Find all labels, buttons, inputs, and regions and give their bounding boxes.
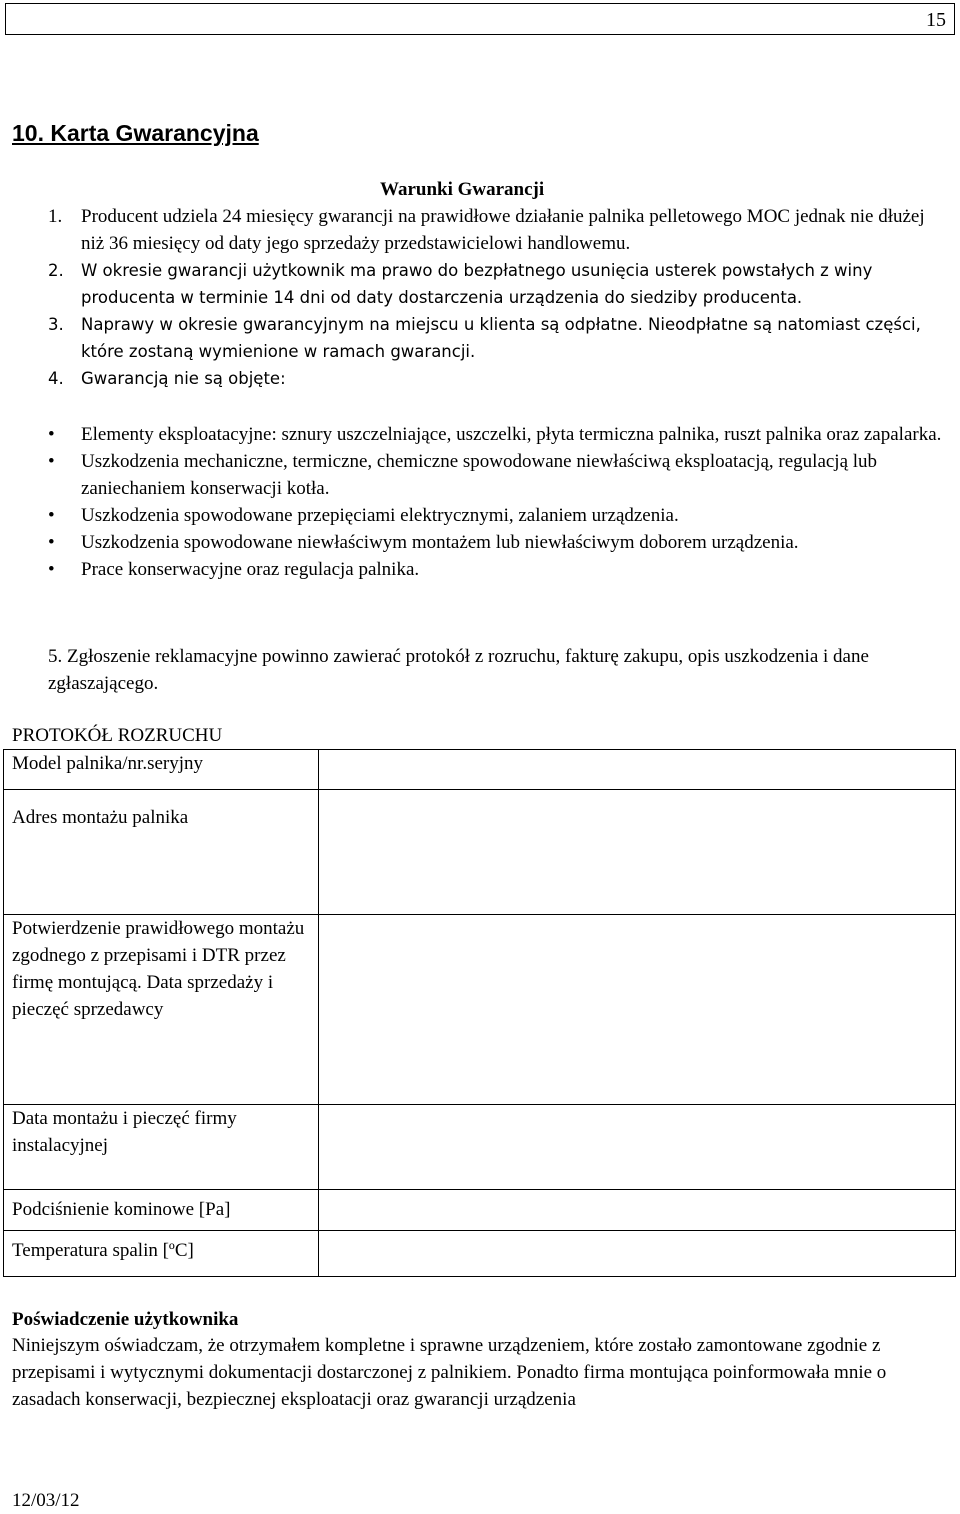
exclusion-item [0, 448, 960, 502]
protocol-value-cell[interactable] [319, 1231, 956, 1277]
protocol-label: Podciśnienie kominowe [Pa] [4, 1190, 319, 1231]
condition-text: Producent udziela 24 miesięcy gwarancji na prawidłowe działanie palnika pelletowego MOC jednak nie dłużej niż 36 miesięcy od daty jego sprzedaży przedstawicielowi handlowemu. [81, 206, 925, 254]
condition-item-2 [0, 257, 960, 311]
condition-item-4 [0, 365, 960, 392]
exclusion-item [0, 556, 960, 583]
protocol-label: Potwierdzenie prawidłowego montażu zgodnego z przepisami i DTR przez firmę montującą. Data sprzedaży i pieczęć sprzedawcy [4, 915, 319, 1105]
protocol-row [4, 1190, 956, 1231]
condition-item-1 [0, 203, 960, 257]
conditions-list [0, 203, 960, 392]
exclusion-item [0, 529, 960, 556]
condition-text: W okresie gwarancji użytkownik ma prawo do bezpłatnego usunięcia usterek powstałych z winy producenta w terminie 14 dni od daty dostarczenia urządzenia do siedziby producenta. [81, 261, 873, 307]
protocol-label: Data montażu i pieczęć firmy instalacyjnej [4, 1105, 319, 1190]
protocol-value-cell[interactable] [319, 1190, 956, 1231]
protocol-label: Adres montażu palnika [4, 790, 319, 915]
condition-item-5: 5. Zgłoszenie reklamacyjne powinno zawierać protokół z rozruchu, fakturę zakupu, opis uszkodzenia i dane zgłaszającego. [48, 646, 869, 694]
exclusion-item [0, 502, 960, 529]
protocol-value-cell[interactable] [319, 790, 956, 915]
startup-protocol-table [3, 749, 956, 1277]
exclusion-text: Prace konserwacyjne oraz regulacja palnika. [81, 559, 420, 580]
protocol-row [4, 1231, 956, 1277]
bullet-icon: • [48, 559, 55, 580]
condition-number: 4. [48, 369, 64, 388]
protocol-label: Model palnika/nr.seryjny [4, 750, 319, 790]
bullet-icon: • [48, 505, 55, 526]
protocol-title: PROTOKÓŁ ROZRUCHU [12, 725, 223, 746]
protocol-row [4, 1105, 956, 1190]
bullet-icon: • [48, 451, 55, 472]
bullet-icon: • [48, 532, 55, 553]
condition-number: 2. [48, 261, 64, 280]
page-number: 15 [926, 9, 946, 31]
user-declaration-title: Poświadczenie użytkownika [12, 1309, 239, 1330]
exclusion-text: Uszkodzenia spowodowane niewłaściwym montażem lub niewłaściwym doborem urządzenia. [81, 532, 799, 553]
exclusion-item [0, 421, 960, 448]
bullet-icon: • [48, 424, 55, 445]
protocol-row [4, 915, 956, 1105]
condition-number: 1. [48, 206, 63, 227]
footer-date: 12/03/12 [12, 1490, 80, 1511]
user-declaration-text: Niniejszym oświadczam, że otrzymałem kompletne i sprawne urządzeniem, które zostało zamontowane zgodnie z przepisami i wytycznymi dokumentacji dostarczonej z palnikiem. Ponadto firma montująca poinformowała mnie o zasadach konserwacji, bezpiecznej eksploatacji oraz gwarancji urządzenia [12, 1335, 887, 1410]
condition-number: 3. [48, 315, 64, 334]
conditions-title: Warunki Gwarancji [380, 179, 545, 200]
chapter-title: 10. Karta Gwarancyjna [12, 120, 259, 146]
exclusions-list [0, 421, 960, 583]
page-number-box [5, 3, 955, 35]
exclusion-text: Uszkodzenia spowodowane przepięciami elektrycznymi, zalaniem urządzenia. [81, 505, 679, 526]
protocol-label: Temperatura spalin [ºC] [4, 1231, 319, 1277]
protocol-row [4, 750, 956, 790]
condition-item-3 [0, 311, 960, 365]
exclusion-text: Uszkodzenia mechaniczne, termiczne, chemiczne spowodowane niewłaściwą eksploatacją, regulacją lub zaniechaniem konserwacji kotła. [81, 451, 878, 499]
protocol-value-cell[interactable] [319, 915, 956, 1105]
condition-text: Gwarancją nie są objęte: [81, 369, 286, 388]
protocol-row [4, 790, 956, 915]
protocol-value-cell[interactable] [319, 750, 956, 790]
exclusion-text: Elementy eksploatacyjne: sznury uszczelniające, uszczelki, płyta termiczna palnika, ruszt palnika oraz zapalarka. [81, 424, 942, 445]
protocol-value-cell[interactable] [319, 1105, 956, 1190]
condition-text: Naprawy w okresie gwarancyjnym na miejscu u klienta są odpłatne. Nieodpłatne są natomiast części, które zostaną wymienione w ramach gwarancji. [81, 315, 921, 361]
